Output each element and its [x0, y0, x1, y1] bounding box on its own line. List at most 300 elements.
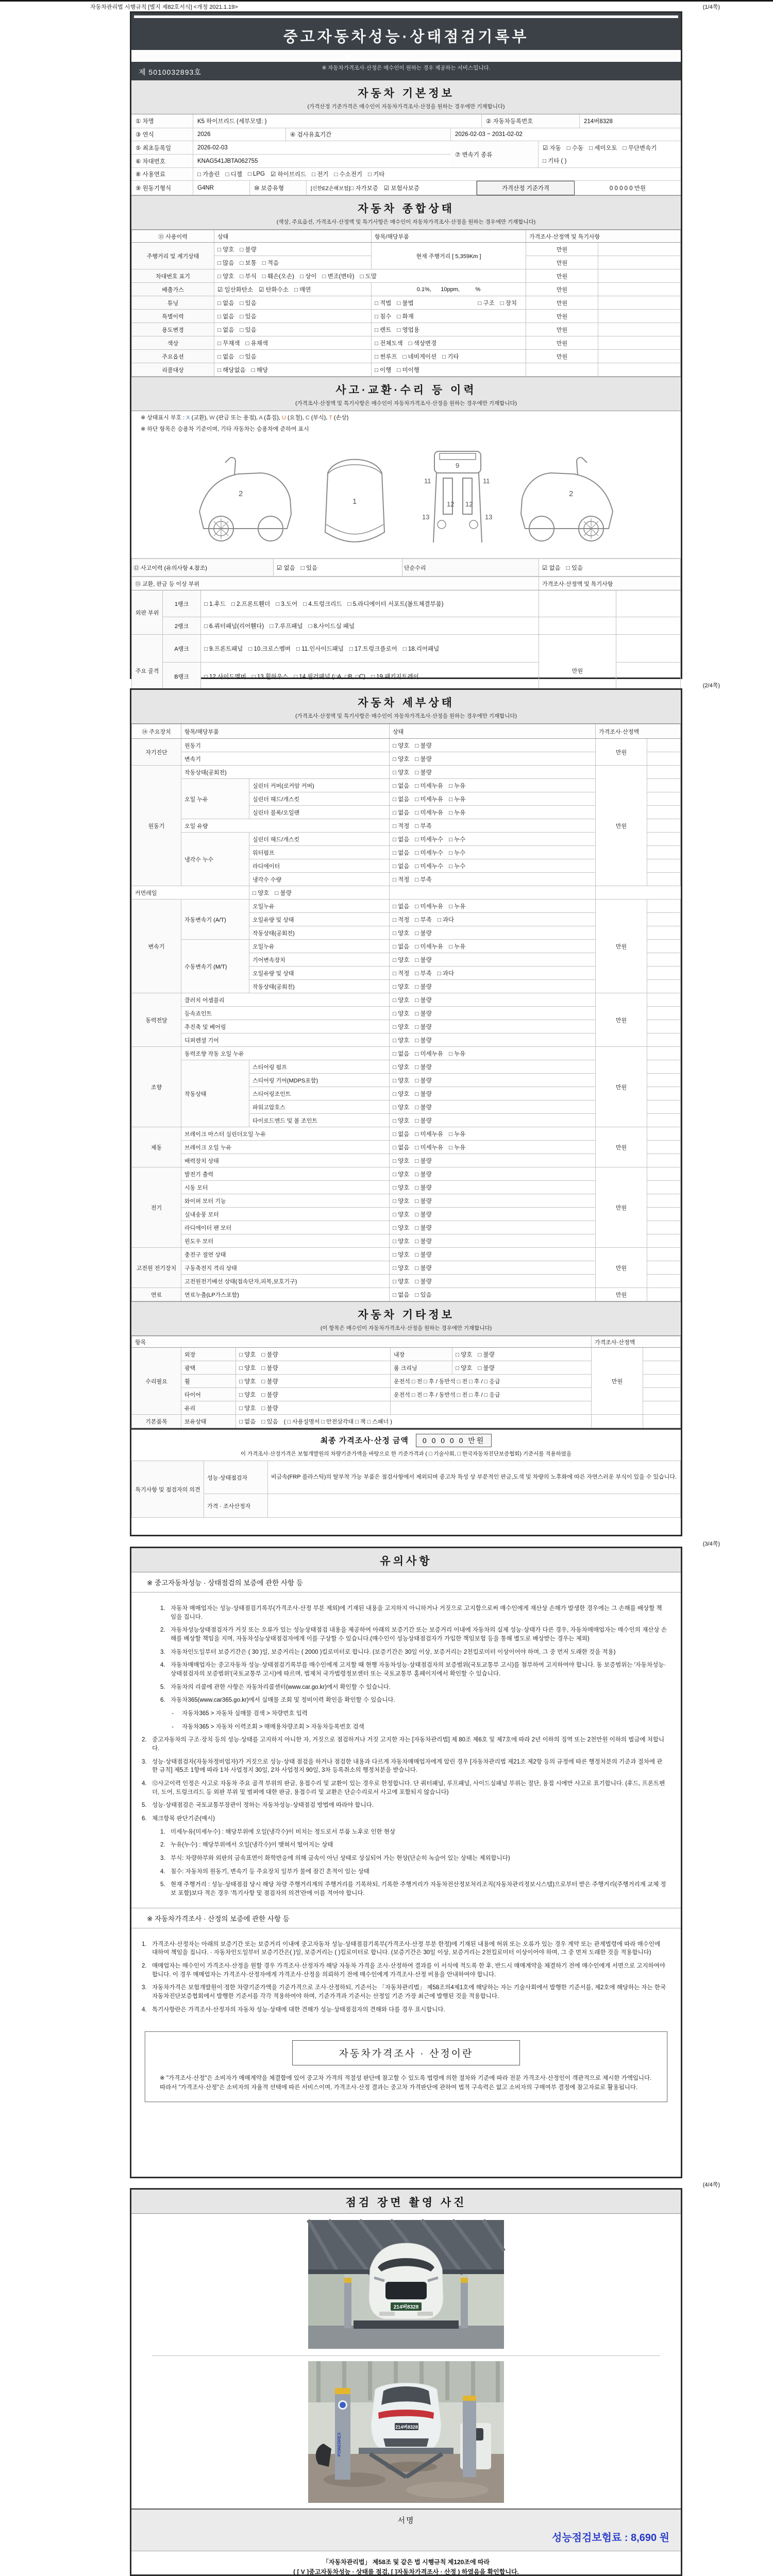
emission-values: 0.1%, 10ppm, % — [416, 286, 481, 293]
checkbox-누유[interactable]: □ 누유 — [448, 809, 466, 816]
checkbox-불량[interactable]: □ 불량 — [415, 1184, 432, 1191]
checkbox-훼손(오손)[interactable]: □ 훼손(오손) — [262, 273, 294, 280]
checkbox-19.패키지트레이[interactable]: □ 19.패키지트레이 — [371, 673, 419, 680]
checkbox-있음[interactable]: □ 있음 — [240, 353, 257, 360]
checkbox-불량[interactable]: □ 불량 — [415, 1010, 432, 1017]
row-label: 튜닝 — [167, 300, 179, 307]
checkbox-기타 ( )[interactable]: □ 기타 ( ) — [543, 158, 567, 165]
checkbox-썬루프[interactable]: □ 썬루프 — [375, 353, 397, 360]
svg-text:9: 9 — [456, 462, 460, 469]
checkbox-미세누유[interactable]: □ 미세누유 — [415, 1144, 443, 1151]
checkbox-일산화탄소[interactable]: ☑ 일산화탄소 — [217, 286, 254, 293]
checkbox-영업용[interactable]: □ 영업용 — [397, 327, 419, 333]
checkbox-양호[interactable]: □ 양호 — [393, 1117, 410, 1124]
checkbox-불량[interactable]: □ 불량 — [415, 997, 432, 1004]
checkbox-불법[interactable]: □ 불법 — [397, 300, 414, 307]
checkbox-불량[interactable]: □ 불량 — [275, 890, 292, 896]
vin-value: KNAG541JBTA062755 — [197, 158, 258, 164]
checkbox-미세누유[interactable]: □ 미세누유 — [415, 903, 443, 910]
checkbox-17.트렁크플로어[interactable]: □ 17.트렁크플로어 — [349, 646, 397, 652]
checkbox-1.후드[interactable]: □ 1.후드 — [204, 601, 226, 607]
checkbox-불량[interactable]: □ 불량 — [261, 1392, 278, 1398]
checkbox-불량[interactable]: □ 불량 — [240, 246, 257, 253]
accident-history-label: ⑫ 사고이력 (유의사항 4.참조) — [133, 565, 207, 571]
reg-no-value: 214버8328 — [584, 118, 613, 125]
checkbox-불량[interactable]: □ 불량 — [415, 1171, 432, 1178]
checkbox-보통[interactable]: □ 보통 — [240, 260, 257, 266]
notice-item: 3. 성능·상태점검자(자동차정비업자)가 거짓으로 성능·상태 점검을 하거나 점검한 내용과 다르게 자동차매매업자에게 알린 경우 [자동차관리법 제21조 제2항 등의 규정에 따른 행정처분의 기준과 절차에 관한 규칙] 제5조 1항에 따라 1차 사업정지 30일, 2차 사업정지 90일, 3차 등록취소의 행정처분을 받습니다. — [142, 1758, 663, 1774]
checkbox-양호[interactable]: □ 양호 — [217, 273, 234, 280]
overall-state-table: ⑪ 사용이력 상태 항목/해당부품 가격조사·산정액 및 특기사항 주행거리 및 계기상태 □ 양호 □ 불량 현재 주행거리 [ 5,359Km ] 만원 □ 많음 □ 보통 □ 적음 만원 차대번호 표기 □ 양호 □ 부식 □ 훼손(오손) □ 상이 □ 변조(변타) □ 도말 만원 배출가스 ☑ 일산화탄소 ☑ 탄화수소 □ 매연 0.1%, 10ppm, % 만원 튜닝 □ 없음 □ 있음 □ 적법 □ 불법 □ 구조 □ 장치 만원 특별이력 □ 없음 □ 있음 □ 침수 □ 화재 만원 용도변경 □ 없음 □ 있음 □ 렌트 □ 영업용 만원 색상 □ 무채색 □ 유채색 □ 전체도색 □ 색상변경 만원 주요옵션 □ 없음 □ 있음 □ 썬루프 □ 네비게이션 □ 기타 만원 리콜대상 □ 해당없음 □ 해당 □ 이행 □ 미이행 — [131, 230, 681, 377]
checkbox-불량[interactable]: □ 불량 — [415, 957, 432, 963]
inspection-insurance-fee: 성능점검보험료 : 8,690 원 — [552, 2532, 669, 2544]
first-reg-value: 2026-02-03 — [197, 144, 228, 151]
checkbox-불량[interactable]: □ 불량 — [261, 1365, 278, 1371]
engine-type-value: G4NR — [197, 184, 214, 191]
checkbox-불량[interactable]: □ 불량 — [415, 1064, 432, 1071]
notice-item: 4. 자동차매매업자는 중고자동차 성능·상태점검기록부를 매수인에게 고지할 때 현행 자동차성능·상태점검자의 보증범위(국토교통부 고시)를 첨부하여 고지하여야 합니다. 동 보증범위는 '자동차성능·상태점검자의 보증범위'(국토교통부 고시)에 따르며, 법제처 국가법령정보센터 또는 국토교통부 홈페이지에서 확인할 수 있습니다. — [160, 1662, 666, 1677]
status-mark-legend: ※ 상태표시 부호 : X (교환), W (판금 또는 용접), A (흠집), U (요철), C (부식), T (손상) — [141, 415, 349, 421]
checkbox-불량[interactable]: □ 불량 — [415, 1037, 432, 1044]
checkbox-불량[interactable]: □ 불량 — [415, 1158, 432, 1164]
row-label: 주행거리 및 계기상태 — [146, 253, 199, 260]
checkbox-없음[interactable]: □ 없음 — [393, 850, 410, 856]
inspection-photos — [131, 2214, 681, 2504]
car-name-label: ① 차명 — [136, 118, 154, 125]
checkbox-불량[interactable]: □ 불량 — [415, 984, 432, 990]
checkbox-양호[interactable]: □ 양호 — [239, 1405, 256, 1412]
checkbox-불량[interactable]: □ 불량 — [478, 1365, 495, 1371]
checkbox-양호[interactable]: □ 양호 — [217, 246, 234, 253]
checkbox-없음[interactable]: □ 없음 — [393, 943, 410, 950]
checkbox-누유[interactable]: □ 누유 — [448, 796, 466, 803]
checkbox-있음[interactable]: □ 있음 — [261, 1418, 278, 1425]
checkbox-적정[interactable]: □ 적정 — [393, 970, 410, 977]
checkbox-양호[interactable]: □ 양호 — [239, 1351, 256, 1358]
checkbox-있음[interactable]: □ 있음 — [566, 565, 583, 571]
checkbox-있음[interactable]: □ 있음 — [300, 565, 318, 571]
col-price: 가격조사·산정액 — [596, 724, 681, 739]
photo-car-front-on-lift — [308, 2220, 504, 2349]
col-item: 항목/해당부품 — [181, 724, 390, 739]
checkbox-없음[interactable]: □ 없음 — [393, 903, 410, 910]
top-border — [0, 0, 773, 2]
svg-text:12: 12 — [447, 500, 455, 508]
checkbox-부식[interactable]: □ 부식 — [240, 273, 257, 280]
checkbox-화재[interactable]: □ 화재 — [397, 313, 414, 320]
checkbox-불량[interactable]: □ 불량 — [415, 1117, 432, 1124]
checkbox-누유[interactable]: □ 누유 — [448, 1131, 466, 1138]
checkbox-해당[interactable]: □ 해당 — [251, 367, 268, 374]
col-state: 상태 — [390, 724, 596, 739]
checkbox-부족[interactable]: □ 부족 — [415, 970, 432, 977]
checkbox-양호[interactable]: □ 양호 — [456, 1365, 473, 1371]
svg-text:13: 13 — [422, 513, 430, 521]
inspector-opinion: 비금속(FRP 플라스틱)의 탈부착 가능 부품은 점검사항에서 제외되며 중고차 특성 상 부분적인 판금,도색 및 차량의 노후화에 따른 자연스러운 부식이 있을 수 있습니다. — [271, 1473, 677, 1480]
checkbox-있음[interactable]: □ 있음 — [240, 313, 257, 320]
checkbox-하이브리드[interactable]: ☑ 하이브리드 — [270, 172, 307, 178]
section-basic-info-header — [131, 80, 681, 114]
appraisal-definition-title: 자동차가격조사 · 산정이란 — [292, 2040, 520, 2065]
checkbox-양호[interactable]: □ 양호 — [456, 1351, 473, 1358]
notice-block1-list — [131, 1592, 681, 1908]
checkbox-양호[interactable]: □ 양호 — [393, 1064, 410, 1071]
checkbox-6.쿼터패널(리어휀다)[interactable]: □ 6.쿼터패널(리어휀다) — [204, 623, 264, 630]
checkbox-불량[interactable]: □ 불량 — [261, 1351, 278, 1358]
signature-block — [131, 2509, 681, 2551]
checkbox-유채색[interactable]: □ 유채색 — [245, 340, 268, 347]
checkbox-불량[interactable]: □ 불량 — [415, 1265, 432, 1272]
checkbox-적정[interactable]: □ 적정 — [393, 823, 410, 829]
svg-text:214버8328: 214버8328 — [393, 2304, 419, 2310]
checkbox-없음[interactable]: □ 없음 — [393, 836, 410, 843]
page-1 — [130, 11, 682, 679]
checkbox-불량[interactable]: □ 불량 — [261, 1405, 278, 1412]
appraisal-definition-box — [145, 2031, 667, 2103]
current-mileage: 현재 주행거리 [ 5,359Km ] — [416, 253, 481, 260]
car-front-hood-view — [312, 442, 397, 553]
notice-item: - 자동차365 > 자동차 이력조회 > 매매용차량조회 > 자동차등록번호 검색 — [172, 1723, 364, 1730]
col-price: 가격조사·산정액 — [592, 1336, 681, 1348]
vin-label: ⑥ 차대번호 — [136, 158, 165, 165]
form-rule-reference: 자동차관리법 시행규칙 [별지 제82호서식] <개정 2021.1.19> — [90, 4, 238, 10]
section-etc-header — [131, 1301, 681, 1336]
svg-text:2: 2 — [239, 489, 243, 498]
checkbox-도말[interactable]: □ 도말 — [360, 273, 377, 280]
checkbox-부족[interactable]: □ 부족 — [415, 876, 432, 883]
checkbox-양호[interactable]: □ 양호 — [393, 997, 410, 1004]
checkbox-수소전기[interactable]: □ 수소전기 — [334, 172, 362, 178]
checkbox-양호[interactable]: □ 양호 — [393, 756, 410, 762]
checkbox-있음[interactable]: □ 있음 — [240, 300, 257, 307]
checkbox-18.리어패널[interactable]: □ 18.리어패널 — [402, 646, 440, 652]
section-detail-header — [131, 690, 681, 724]
checkbox-변조(변타)[interactable]: □ 변조(변타) — [322, 273, 355, 280]
checkbox-장치[interactable]: □ 장치 — [500, 300, 517, 307]
car-side-right-view — [189, 442, 295, 553]
checkbox-2.프론트휀더[interactable]: □ 2.프론트휀더 — [231, 601, 271, 607]
checkbox-양호[interactable]: □ 양호 — [393, 984, 410, 990]
checkbox-양호[interactable]: □ 양호 — [393, 1251, 410, 1258]
section-accident-header — [131, 377, 681, 411]
checkbox-양호[interactable]: □ 양호 — [253, 890, 270, 896]
checkbox-미세누유[interactable]: □ 미세누유 — [415, 809, 443, 816]
checkbox-양호[interactable]: □ 양호 — [393, 1024, 410, 1030]
checkbox-LPG[interactable]: □ LPG — [247, 171, 265, 177]
checkbox-적음[interactable]: □ 적음 — [262, 260, 279, 266]
notice-block2-list — [131, 1928, 681, 2024]
checkbox-없음[interactable]: □ 없음 — [393, 1050, 410, 1057]
checkbox-양호[interactable]: □ 양호 — [393, 1091, 410, 1097]
checkbox-적정[interactable]: □ 적정 — [393, 917, 410, 923]
form-subtitle: ( ■ 자동차가격조사 · 산정 선택 ) — [131, 50, 681, 62]
page-number-3: (3/4쪽) — [702, 1541, 720, 1547]
checkbox-기타[interactable]: □ 기타 — [367, 172, 385, 178]
checkbox-과다[interactable]: □ 과다 — [437, 970, 455, 977]
checkbox-가솔린[interactable]: □ 가솔린 — [197, 172, 220, 178]
diagram-note: ※ 하단 항목은 승용차 기준이며, 기타 자동차는 승용차에 준하여 표시 — [141, 426, 309, 432]
checkbox-이행[interactable]: □ 이행 — [375, 367, 392, 374]
checkbox-3.도어[interactable]: □ 3.도어 — [276, 601, 298, 607]
checkbox-기타[interactable]: □ 기타 — [442, 353, 459, 360]
checkbox-적법[interactable]: □ 적법 — [375, 300, 392, 307]
reg-no-label: ② 자동차등록번호 — [486, 118, 533, 125]
notice-item: - 자동차365 > 자동차 실매물 검색 > 차량번호 입력 — [172, 1710, 308, 1717]
checkbox-자동[interactable]: ☑ 자동 — [543, 145, 561, 151]
checkbox-침수[interactable]: □ 침수 — [375, 313, 392, 320]
checkbox-있음[interactable]: □ 있음 — [240, 327, 257, 333]
checkbox-불량[interactable]: □ 불량 — [415, 1278, 432, 1285]
checkbox-색상변경[interactable]: □ 색상변경 — [408, 340, 437, 347]
svg-text:2: 2 — [569, 489, 574, 498]
checkbox-양호[interactable]: □ 양호 — [239, 1365, 256, 1371]
section-subtitle: (이 항목은 매수인이 자동차가격조사·산정을 원하는 경우에만 기재합니다) — [320, 1325, 492, 1331]
checkbox-양호[interactable]: □ 양호 — [393, 1278, 410, 1285]
checkbox-미세누수[interactable]: □ 미세누수 — [415, 836, 443, 843]
checkbox-양호[interactable]: □ 양호 — [393, 1238, 410, 1245]
checkbox-미세누유[interactable]: □ 미세누유 — [415, 783, 443, 789]
checkbox-적정[interactable]: □ 적정 — [393, 876, 410, 883]
checkbox-누유[interactable]: □ 누유 — [448, 783, 466, 789]
checkbox-양호[interactable]: □ 양호 — [393, 1010, 410, 1017]
checkbox-양호[interactable]: □ 양호 — [393, 957, 410, 963]
form-title-header — [131, 13, 681, 80]
section-title: 유의사항 — [380, 1555, 432, 1567]
section-photo-header — [131, 2190, 681, 2214]
car-name-value: K5 하이브리드 (세부모델: ) — [197, 118, 267, 125]
final-price-label: 최종 가격조사·산정 금액 — [320, 1436, 409, 1445]
section-title: 사고·교환·수리 등 이력 — [335, 384, 477, 396]
checkbox-불량[interactable]: □ 불량 — [415, 756, 432, 762]
checkbox-과다[interactable]: □ 과다 — [437, 917, 455, 923]
section-title: 자동차 기타정보 — [358, 1309, 455, 1321]
checkbox-많음[interactable]: □ 많음 — [217, 260, 234, 266]
main-frame-label: 주요 골격 — [135, 668, 159, 674]
detail-state-table: ⑭ 주요장치 항목/해당부품 상태 가격조사·산정액 자기진단 원동기 □ 양호 □ 불량 만원 변속기 □ 양호 □ 불량 원동기 작동상태(공회전) □ 양호 □ 불량 만원 오일 누유 실린더 커버(로커암 커버) □ 없음 □ 미세누유 □ 누유 실린더 헤드/개스킷 □ 없음 □ 미세누유 □ 누유 실린더 블록/오일팬 □ 없음 □ 미세누유 □ 누유 오일 유량 □ 적정 □ 부족 냉각수 누수 실린더 헤드/개스킷 □ 없음 □ 미세누수 □ 누수 워터펌프 □ 없음 □ 미세누수 □ 누수 라디에이터 □ 없음 □ 미세누수 □ 누수 냉각수 수량 □ 적정 □ 부족 커먼레일 □ 양호 □ 불량 변속기 자동변속기 (A/T) 오일누유 □ 없음 □ 미세누유 □ 누유 만원 오일유량 및 상태 □ 적정 □ 부족 □ 과다 작동상태(공회전) □ 양호 □ 불량 수동변속기 (M/T) 오일누유 □ 없음 □ 미세누유 □ 누유 기어변속장치 □ 양호 □ 불량 오일유량 및 상태 □ 적정 □ 부족 □ 과다 작동상태(공회전) □ 양호 □ 불량 동력전달 클러치 어셈블리 □ 양호 □ 불량 만원 등속죠인트 □ 양호 □ 불량 추진축 및 베어링 □ 양호 □ 불량 디퍼렌셜 기어 □ 양호 □ 불량 조향 동력조향 작동 오일 누유 □ 없음 □ 미세누유 □ 누유 만원 작동상태 스티어링 펌프 □ 양호 □ 불량 스티어링 기어(MDPS포함) □ 양호 □ 불량 스티어링조인트 □ 양호 □ 불량 파워고압호스 □ 양호 □ 불량 타이로드엔드 및 볼 조인트 □ 양호 □ 불량 제동 브레이크 마스터 실린더오일 누유 □ 없음 □ 미세누유 □ 누유 만원 브레이크 오일 누유 □ 없음 □ 미세누유 □ 누유 배력장치 상태 □ 양호 □ 불량 전기 발전기 출력 □ 양호 □ 불량 만원 시동 모터 □ 양호 □ 불량 와이퍼 모터 기능 □ 양호 □ 불량 실내송풍 모터 □ 양호 □ 불량 라디에이터 팬 모터 □ 양호 □ 불량 윈도우 모터 □ 양호 □ 불량 고전원 전기장치 충전구 절연 상태 □ 양호 □ 불량 만원 구동축전지 격리 상태 □ 양호 □ 불량 고전원전기배선 상태(접속단자,피복,보호기구) □ 양호 □ 불량 연료 연료누출(LP가스포함) □ 없음 □ 있음 만원 — [131, 724, 681, 1301]
checkbox-미세누수[interactable]: □ 미세누수 — [415, 850, 443, 856]
transmission-checks — [539, 141, 681, 168]
checkbox-양호[interactable]: □ 양호 — [393, 1158, 410, 1164]
checkbox-불량[interactable]: □ 불량 — [415, 1211, 432, 1218]
basic-items-detail: ( □ 사용설명서 □ 안전삼각대 □ 잭 □ 스패너 ) — [283, 1418, 392, 1425]
checkbox-불량[interactable]: □ 불량 — [415, 1238, 432, 1245]
final-price-note: 이 가격조사·산정가격은 보험개발원의 차량기준가액을 바탕으로 한 기준가격과 ( □ 기술사회, □ 한국자동차진단보증협회) 기준서를 적용하였음 — [240, 1451, 572, 1457]
checkbox-불량[interactable]: □ 불량 — [415, 1104, 432, 1111]
checkbox-없음[interactable]: □ 없음 — [393, 796, 410, 803]
special-notes-label: 특기사항 및 점검자의 의견 — [135, 1486, 200, 1493]
checkbox-디젤[interactable]: □ 디젤 — [225, 172, 242, 178]
checkbox-미세누유[interactable]: □ 미세누유 — [415, 1050, 443, 1057]
row-label: 차대번호 표기 — [156, 273, 190, 280]
confirmation-statement: 「자동차관리법」 제58조 및 같은 법 시행규칙 제120조에 따라 ( [ V ]중고자동차성능 · 상태를 점검, [ ]자동차가격조사 · 산정 ) 하였음을 확인합니다. — [293, 2558, 519, 2576]
checkbox-10.크로스멤버[interactable]: □ 10.크로스멤버 — [248, 646, 291, 652]
checkbox-4.트렁크리드[interactable]: □ 4.트렁크리드 — [303, 601, 342, 607]
checkbox-양호[interactable]: □ 양호 — [393, 1265, 410, 1272]
year-value: 2026 — [197, 131, 211, 138]
notice-item: 4. 침수: 자동차의 원동기, 변속기 등 주요장치 일부가 물에 잠긴 흔적이 있는 상태 — [160, 1868, 369, 1875]
checkbox-없음[interactable]: ☑ 없음 — [277, 565, 295, 571]
checkbox-양호[interactable]: □ 양호 — [393, 1037, 410, 1044]
checkbox-양호[interactable]: □ 양호 — [393, 930, 410, 937]
notice-item: 6. 자동차365(www.car365.go.kr)에서 실매물 조회 및 정비이력 확인을 확인할 수 있습니다. — [160, 1697, 395, 1704]
checkbox-무채색[interactable]: □ 무채색 — [217, 340, 240, 347]
svg-text:11: 11 — [483, 477, 490, 485]
checkbox-불량[interactable]: □ 불량 — [415, 769, 432, 776]
checkbox-없음[interactable]: □ 없음 — [393, 1292, 410, 1298]
notice-item: 1. 가격조사·산정자는 아래의 보증기간 또는 보증거리 이내에 중고자동차 성능·상태점검기록부(가격조사·산정 부분 한정)에 기재된 내용에 허위 또는 오류가 있는 경우 계약 또는 관계법령에 따라 매수인에 대하여 책임을 집니다. · 자동차인도일부터 보증기간은( )일, 보증거리는 ( )킬로미터로 합니다. (보증기간은 30일 이상, 보증거리는 2천킬로미터 이상이어야 하며, 그 중 먼저 도래한 것을 적용합니다) — [142, 1941, 661, 1956]
row-label: 특별이력 — [162, 313, 184, 320]
svg-text:1: 1 — [352, 497, 357, 506]
car-side-left-view — [517, 442, 623, 553]
appraisal-definition-text: ※ "가격조사·산정"은 소비자가 매매계약을 체결함에 있어 중고차 가격의 적절성 판단에 참고할 수 있도록 법령에 의한 절차와 기준에 따라 전문 가격조사·산정인이 객관적으로 제시한 가액입니다. 따라서 "가격조사·산정"은 소비자의 자율적 선택에 따른 서비스이며, 가격조사·산정 결과는 중고차 가격판단에 관하여 법적 구속력은 없고 소비자의 구매여부 결정에 참고자료로 활용됩니다. — [160, 2075, 652, 2091]
checkbox-양호[interactable]: □ 양호 — [393, 1198, 410, 1205]
checkbox-양호[interactable]: □ 양호 — [393, 1225, 410, 1231]
photo-divider — [152, 2355, 660, 2356]
checkbox-없음[interactable]: □ 없음 — [217, 353, 234, 360]
page-number-2: (2/4쪽) — [702, 683, 720, 689]
checkbox-누유[interactable]: □ 누유 — [448, 903, 466, 910]
checkbox-불량[interactable]: □ 불량 — [478, 1351, 495, 1358]
checkbox-양호[interactable]: □ 양호 — [393, 1104, 410, 1111]
checkbox-탄화수소[interactable]: ☑ 탄화수소 — [259, 286, 289, 293]
notice-block1-title: ※ 중고자동차성능 · 상태점검의 보증에 관한 사항 등 — [131, 1572, 681, 1592]
notice-item: 6. 체크항목 판단기준(예시) — [142, 1816, 215, 1822]
checkbox-없음[interactable]: □ 없음 — [393, 1144, 410, 1151]
notice-item: 3. 자동차인도일부터 보증기간은 ( 30 )일, 보증거리는 ( 2000 )킬로미터로 합니다. (보증기간은 30일 이상, 보증거리는 2천킬로미터 이상이어야 하며, 그 중 먼저 도래한 것을 적용) — [160, 1649, 616, 1655]
checkbox-렌트[interactable]: □ 렌트 — [375, 327, 392, 333]
engine-type-label: ⑨ 원동기형식 — [136, 185, 172, 192]
checkbox-해당없음[interactable]: □ 해당없음 — [217, 367, 246, 374]
checkbox-12.사이드멤버[interactable]: □ 12.사이드멤버 — [204, 673, 246, 680]
checkbox-부족[interactable]: □ 부족 — [415, 917, 432, 923]
notice-item: 5. 자동차의 리콜에 관한 사항은 자동차리콜센터(www.car.go.kr)에서 확인할 수 있습니다. — [160, 1684, 391, 1690]
checkbox-양호[interactable]: □ 양호 — [393, 1171, 410, 1178]
checkbox-무단변속기[interactable]: □ 무단변속기 — [623, 145, 657, 151]
checkbox-불량[interactable]: □ 불량 — [415, 1198, 432, 1205]
checkbox-누수[interactable]: □ 누수 — [448, 863, 466, 870]
checkbox-불량[interactable]: □ 불량 — [415, 930, 432, 937]
checkbox-13.휠하우스[interactable]: □ 13.휠하우스 — [251, 673, 289, 680]
checkbox-불량[interactable]: □ 불량 — [415, 1091, 432, 1097]
col-device: ⑭ 주요장치 — [132, 724, 181, 739]
notice-item: 2. 매매업자는 매수인이 가격조사·산정을 원할 경우 가격조사·산정자가 해당 자동차 가격을 조사·산정하여 결과를 이 서식에 적도록 한 후, 반드시 매매계약을 체결하기 전에 매수인에게 서면으로 고지하여야 합니다. 이 경우 매매업자는 가격조사·산정자에게 가격조사·산정을 의뢰하기 전에 매수인에게 가격조사·산정 비용을 안내하여야 합니다. — [142, 1963, 665, 1978]
outer-panel-label: 외판 부위 — [135, 609, 159, 616]
checkbox-9.프론트패널[interactable]: □ 9.프론트패널 — [204, 646, 243, 652]
checkbox-불량[interactable]: □ 불량 — [415, 1225, 432, 1231]
checkbox-매연[interactable]: □ 매연 — [294, 286, 311, 293]
checkbox-전기[interactable]: □ 전기 — [312, 172, 329, 178]
notice-item: 2. 자동차성능상태점검자가 거짓 또는 오류가 있는 성능상태점검 내용을 제공하여 아래의 보증기간 또는 보증거리 이내에 자동차의 실제 성능·상태가 다른 경우, 자동차매매업자는 매수인의 재산상 손해를 배상할 책임을 지며, 자동차성능상태점검자에게 이를 구상할 수 있습니다.(매수인이 성능상태점검자가 가입한 책임보험 등을 통해 별도로 배상받는 경우는 제외) — [160, 1627, 667, 1642]
notice-block2-title: ※ 자동차가격조사 · 산정의 보증에 관한 사항 등 — [131, 1908, 681, 1928]
checkbox-미세누유[interactable]: □ 미세누유 — [415, 1131, 443, 1138]
notice-item: 3. 부식: 차량하부와 외판의 금속표면이 화학반응에 의해 금속이 아닌 상태로 상실되어 가는 현상(단순히 녹슬어 있는 상태는 제외합니다) — [160, 1855, 510, 1862]
checkbox-누수[interactable]: □ 누수 — [448, 850, 466, 856]
exchange-label: ⑬ 교환, 판금 등 이상 부위 — [132, 577, 539, 590]
section-notice-header — [131, 1548, 681, 1572]
checkbox-없음[interactable]: □ 없음 — [393, 863, 410, 870]
checkbox-없음[interactable]: ☑ 없음 — [542, 565, 561, 571]
checkbox-누수[interactable]: □ 누수 — [448, 836, 466, 843]
exchange-price-header: 가격조사·산정액 및 특기사항 — [539, 577, 681, 590]
section-title: 자동차 기본정보 — [358, 88, 455, 99]
checkbox-보험사보증[interactable]: ☑ 보험사보증 — [383, 185, 419, 192]
checkbox-양호[interactable]: □ 양호 — [393, 769, 410, 776]
base-price-label: 가격산정 기준가격 — [501, 185, 550, 192]
warranty-label: ⑩ 보증유형 — [254, 185, 284, 192]
checkbox-불량[interactable]: □ 불량 — [415, 1024, 432, 1030]
checkbox-7.루프패널[interactable]: □ 7.루프패널 — [270, 623, 303, 630]
checkbox-부족[interactable]: □ 부족 — [415, 823, 432, 829]
notice-item: 3. 자동차가격은 보험개발원이 정한 차량기준가액을 기준가격으로 조사·산정하되, 기준서는 「자동차관리법」 제58조의4제1호에 해당하는 자는 기술사회에서 발행한 기준서를, 제2호에 해당하는 자는 한국자동차진단보증협회에서 발행한 기준서를 각각 적용하여야 하며, 기준가격과 기준서는 산정일 기준 가장 최근에 발행된 것을 적용합니다. — [142, 1985, 666, 2000]
row-label: 주요옵션 — [162, 353, 184, 360]
checkbox-불량[interactable]: □ 불량 — [261, 1378, 278, 1385]
checkbox-14.필러패널 (□A, □B, □C)[interactable]: □ 14.필러패널 (□A, □B, □C) — [294, 673, 365, 680]
checkbox-없음[interactable]: □ 없음 — [217, 327, 234, 333]
checkbox-11.인사이드패널[interactable]: □ 11.인사이드패널 — [296, 646, 344, 652]
checkbox-없음[interactable]: □ 없음 — [217, 313, 234, 320]
svg-text:12: 12 — [465, 500, 473, 508]
checkbox-불량[interactable]: □ 불량 — [415, 742, 432, 749]
checkbox-누유[interactable]: □ 누유 — [448, 1144, 466, 1151]
section-subtitle: (색상, 주요옵션, 가격조사·산정액 및 특기사항은 매수인이 자동차가격조사·산정을 원하는 경우에만 기재합니다) — [276, 219, 536, 225]
checkbox-미이행[interactable]: □ 미이행 — [397, 367, 419, 374]
valid-label: ④ 검사유효기간 — [290, 132, 332, 138]
notice-item: 2. 중고자동차의 구조·장치 등의 성능·상태를 고지하지 아니한 자, 거짓으로 점검하거나 거짓 고지한 자는 [자동차관리법] 제 80조 제6호 및 제7호에 따라 2년 이하의 징역 또는 2천만원 이하의 벌금에 처합니다. — [142, 1737, 665, 1752]
page-4 — [130, 2188, 682, 2576]
document-number: 제 5010032893호 — [139, 68, 201, 76]
checkbox-누유[interactable]: □ 누유 — [448, 1050, 466, 1057]
col-usage-history: ⑪ 사용이력 — [132, 230, 214, 243]
checkbox-없음[interactable]: □ 없음 — [393, 1131, 410, 1138]
checkbox-없음[interactable]: □ 없음 — [217, 300, 234, 307]
checkbox-없음[interactable]: □ 없음 — [393, 783, 410, 789]
checkbox-미세누유[interactable]: □ 미세누유 — [415, 796, 443, 803]
section-overall-header — [131, 195, 681, 230]
checkbox-구조[interactable]: □ 구조 — [478, 300, 495, 307]
checkbox-8.사이드실 패널[interactable]: □ 8.사이드실 패널 — [308, 623, 355, 630]
checkbox-네비게이션[interactable]: □ 네비게이션 — [402, 353, 437, 360]
checkbox-5.라디에이터 서포트(볼트체결부품)[interactable]: □ 5.라디에이터 서포트(볼트체결부품) — [347, 601, 444, 607]
checkbox-양호[interactable]: □ 양호 — [393, 1184, 410, 1191]
checkbox-누유[interactable]: □ 누유 — [448, 943, 466, 950]
checkbox-자가보증[interactable]: □ 자가보증 — [350, 185, 378, 192]
checkbox-불량[interactable]: □ 불량 — [415, 1077, 432, 1084]
notice-item: 5. 성능·상태점검은 국토교통부장관이 정하는 자동차성능·상태점검 방법에 따라야 합니다. — [142, 1802, 374, 1809]
checkbox-양호[interactable]: □ 양호 — [393, 1077, 410, 1084]
checkbox-수동[interactable]: □ 수동 — [566, 145, 584, 151]
first-reg-label: ⑤ 최초등록일 — [136, 145, 172, 151]
section-subtitle: (가격산정 기준가격은 매수인이 자동차가격조사·산정을 원하는 경우에만 기재합니다) — [307, 104, 505, 110]
checkbox-미세누유[interactable]: □ 미세누유 — [415, 943, 443, 950]
checkbox-미세누수[interactable]: □ 미세누수 — [415, 863, 443, 870]
section-subtitle: (가격조사·산정액 및 특기사항은 매수인이 자동차가격조사·산정을 원하는 경우에만 기재합니다) — [295, 713, 517, 719]
form-note: ※ 자동차가격조사·산정은 매수인이 원하는 경우 제공하는 서비스입니다. — [322, 65, 491, 71]
checkbox-양호[interactable]: □ 양호 — [239, 1392, 256, 1398]
checkbox-상이[interactable]: □ 상이 — [299, 273, 317, 280]
checkbox-있음[interactable]: □ 있음 — [415, 1292, 432, 1298]
checkbox-불량[interactable]: □ 불량 — [415, 1251, 432, 1258]
checkbox-양호[interactable]: □ 양호 — [239, 1378, 256, 1385]
checkbox-세미오토[interactable]: □ 세미오토 — [589, 145, 617, 151]
svg-text:POWERREX: POWERREX — [337, 2432, 342, 2456]
checkbox-없음[interactable]: □ 없음 — [239, 1418, 256, 1425]
checkbox-양호[interactable]: □ 양호 — [393, 1211, 410, 1218]
checkbox-전체도색[interactable]: □ 전체도색 — [375, 340, 403, 347]
section-title: 점검 장면 촬영 사진 — [345, 2197, 467, 2209]
year-label: ③ 연식 — [136, 132, 154, 138]
checkbox-없음[interactable]: □ 없음 — [393, 809, 410, 816]
checkbox-양호[interactable]: □ 양호 — [393, 742, 410, 749]
